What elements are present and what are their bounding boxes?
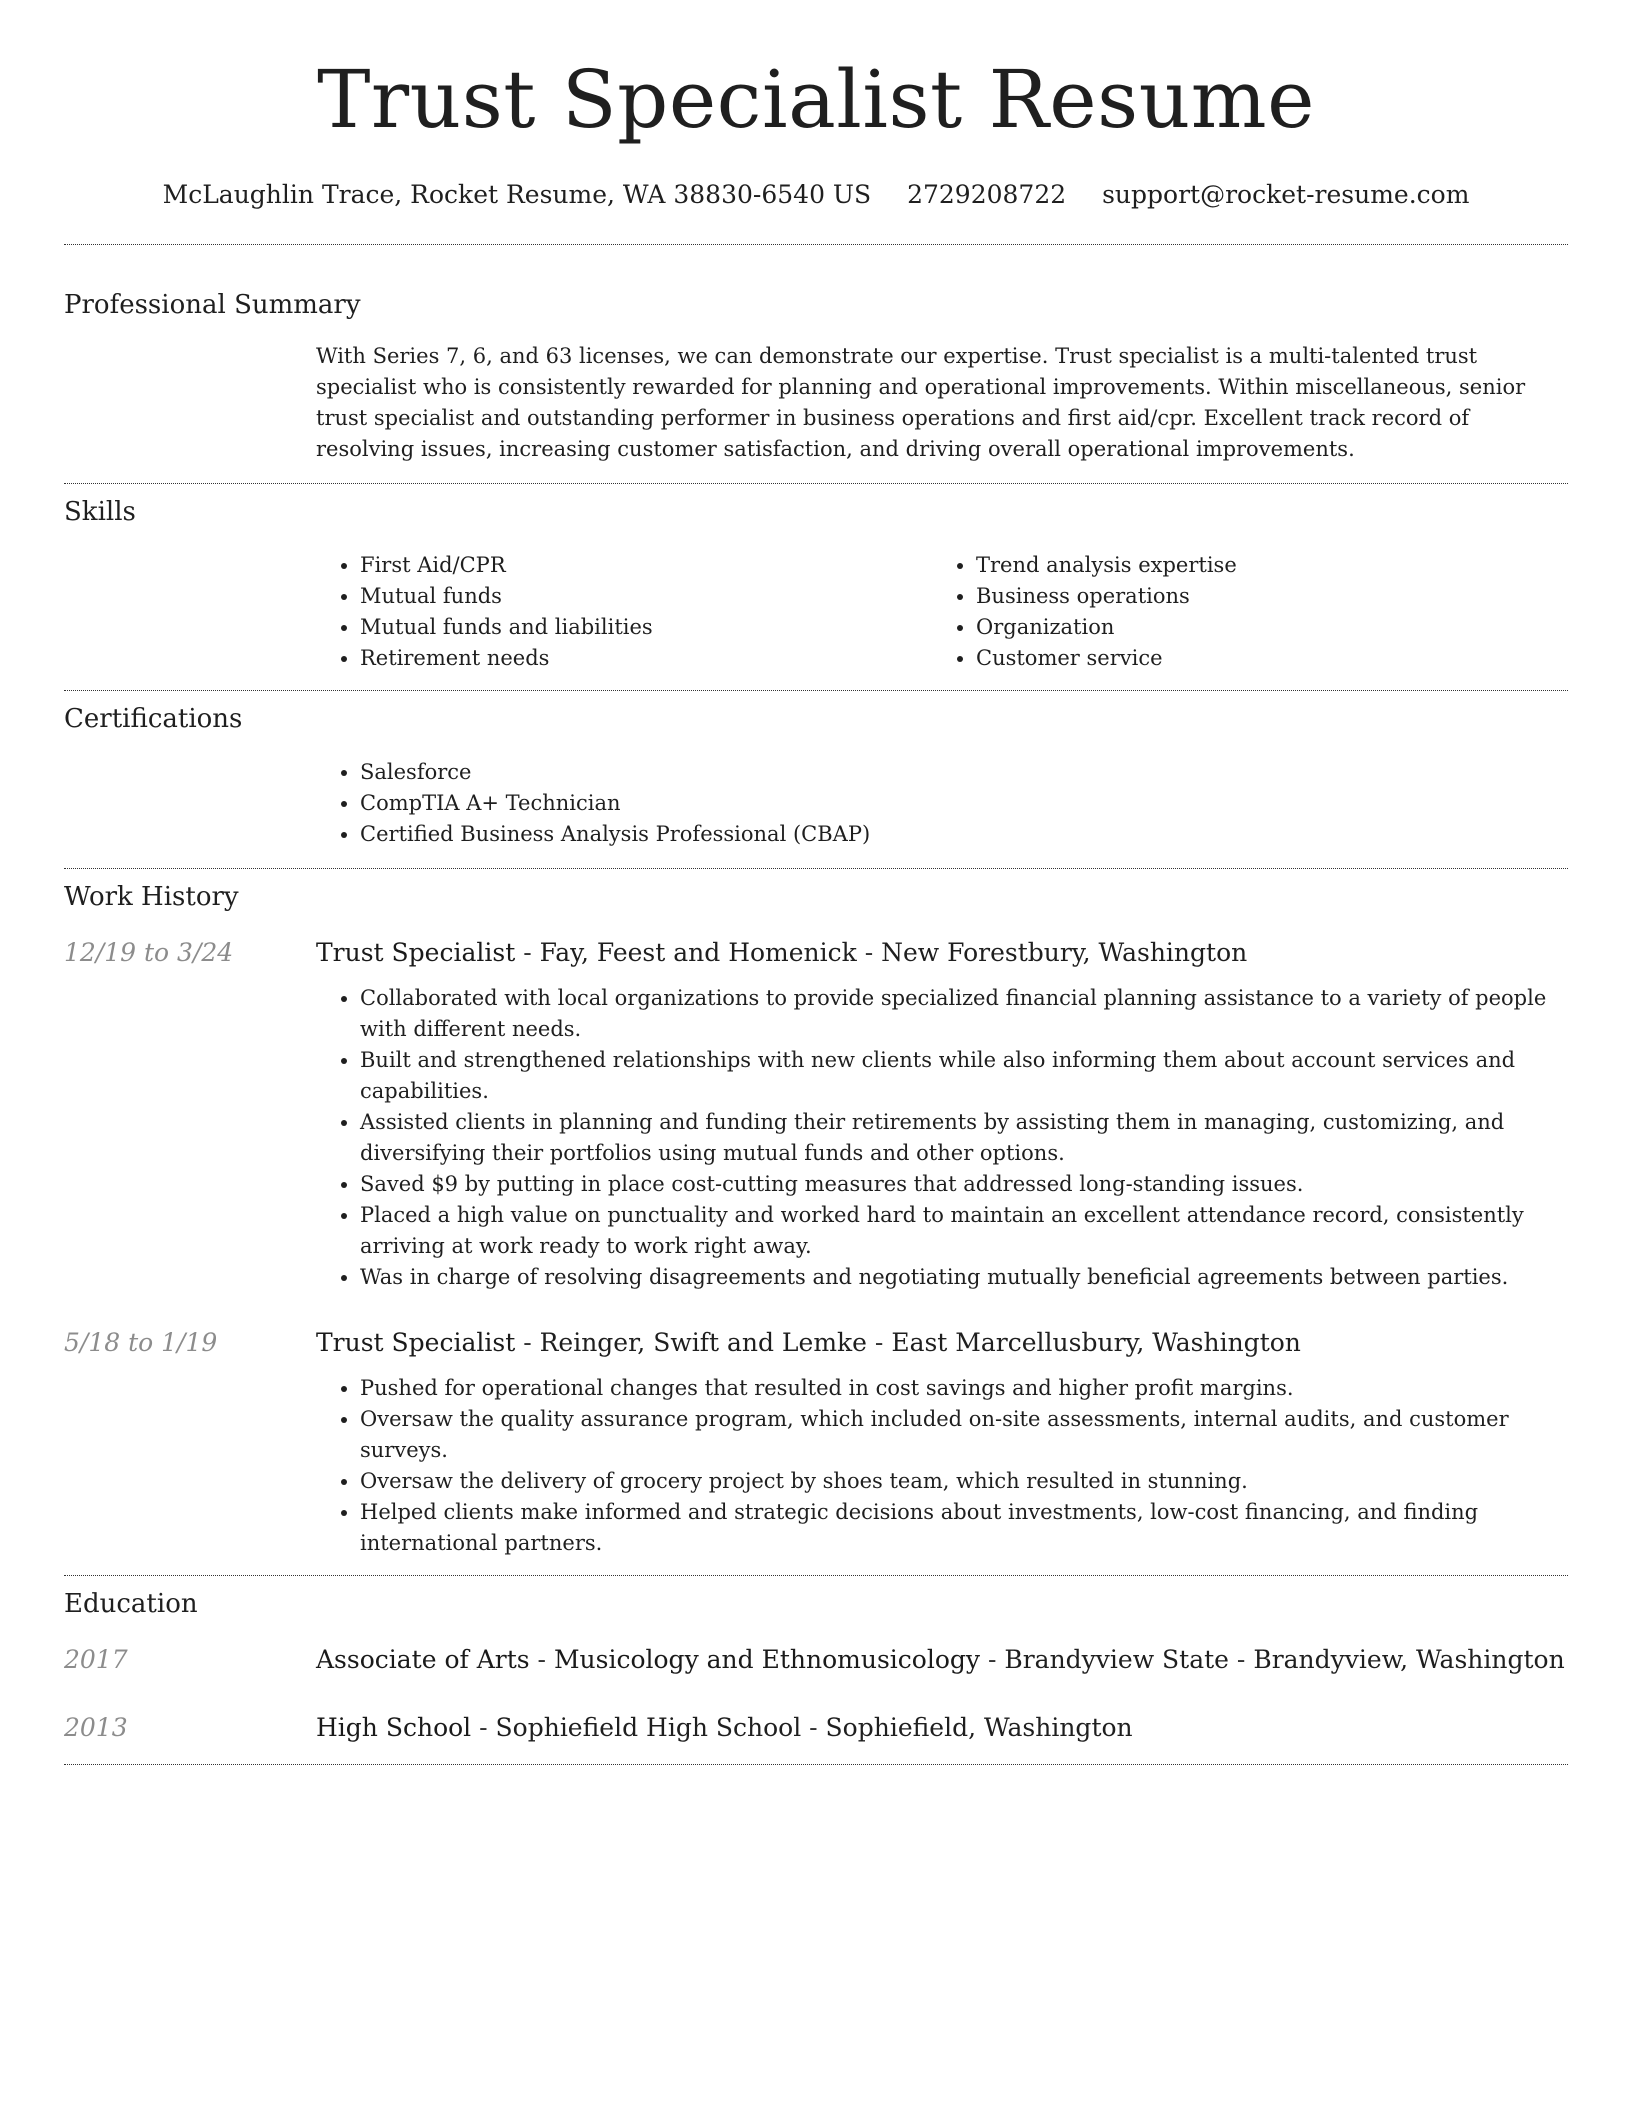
certifications-content (316, 757, 1568, 850)
skills-list-left (316, 550, 932, 674)
skill-item: • Business operations (976, 581, 1568, 612)
job-bullet: • Oversaw the delivery of grocery project by shoes team, which resulted in stunning. (360, 1466, 1568, 1497)
work-history-heading: Work History (64, 882, 239, 912)
certification-item: • Certified Business Analysis Professional (CBAP) (360, 819, 1568, 850)
education-heading-line: High School - Sophiefield High School - Sophiefield, Washington (316, 1713, 1133, 1742)
job-entry (64, 937, 1568, 1293)
contact-info (64, 180, 1568, 210)
education-heading-line: Associate of Arts - Musicology and Ethnomusicology - Brandyview State - Brandyview, Washington (316, 1645, 1565, 1674)
job-body (316, 1327, 1568, 1559)
job-bullet: • Collaborated with local organizations to provide specialized financial planning assistance to a variety of people with different needs. (360, 983, 1568, 1045)
education-location: Sophiefield, Washington (825, 1713, 1133, 1742)
education-school: Brandyview State (1004, 1645, 1229, 1674)
job-bullet: • Saved $9 by putting in place cost-cutting measures that addressed long-standing issues. (360, 1169, 1568, 1200)
job-title: Trust Specialist (316, 1328, 516, 1357)
job-bullet: • Placed a high value on punctuality and worked hard to maintain an excellent attendance record, consistently arriving at work ready to work right away. (360, 1200, 1568, 1262)
certifications-section (64, 691, 1568, 850)
education-year: 2013 (64, 1713, 128, 1742)
skill-item: • Trend analysis expertise (976, 550, 1568, 581)
summary-section (64, 245, 1568, 465)
contact-email: support@rocket-resume.com (1102, 180, 1470, 209)
skills-list-right (932, 550, 1568, 674)
education-location: Brandyview, Washington (1253, 1645, 1565, 1674)
contact-phone: 2729208722 (907, 180, 1067, 209)
job-company: Reinger, Swift and Lemke (539, 1328, 867, 1357)
contact-address: McLaughlin Trace, Rocket Resume, WA 38830-6540 US (162, 180, 872, 209)
job-bullet: • Oversaw the quality assurance program, which included on-site assessments, internal audits, and customer surveys. (360, 1404, 1568, 1466)
resume-title: Trust Specialist Resume (317, 53, 1315, 146)
job-bullet: • Pushed for operational changes that resulted in cost savings and higher profit margins. (360, 1373, 1568, 1404)
summary-text: With Series 7, 6, and 63 licenses, we can demonstrate our expertise. Trust specialist is a multi-talented trust specialist who is consistently rewarded for planning and operational improvements. Within miscellaneous, senior trust specialist and outstanding performer in business operations and first aid/cpr. Excellent track record of resolving issues, increasing customer satisfaction, and driving overall operational improvements. (316, 344, 1526, 461)
certifications-list (316, 757, 1568, 850)
job-title: Trust Specialist (316, 938, 516, 967)
skill-item: • Mutual funds (360, 581, 932, 612)
education-degree: Associate of Arts (316, 1645, 530, 1674)
job-entry (64, 1327, 1568, 1559)
skills-grid (316, 550, 1568, 674)
education-field: Musicology and Ethnomusicology (553, 1645, 980, 1674)
job-location: New Forestbury, Washington (881, 938, 1248, 967)
job-bullet: • Assisted clients in planning and funding their retirements by assisting them in managing, customizing, and diversifying their portfolios using mutual funds and other options. (360, 1107, 1568, 1169)
job-body (316, 937, 1568, 1293)
education-year: 2017 (64, 1645, 128, 1674)
skill-item: • Organization (976, 612, 1568, 643)
job-heading: Trust Specialist - Fay, Feest and Homenick - New Forestbury, Washington (316, 938, 1248, 967)
section-divider (64, 1764, 1568, 1765)
education-heading: Education (64, 1589, 198, 1619)
job-company: Fay, Feest and Homenick (539, 938, 857, 967)
education-body (316, 1712, 1568, 1744)
skill-item: • First Aid/CPR (360, 550, 932, 581)
skill-item: • Mutual funds and liabilities (360, 612, 932, 643)
job-heading: Trust Specialist - Reinger, Swift and Lemke - East Marcellusbury, Washington (316, 1328, 1301, 1357)
certification-item: • CompTIA A+ Technician (360, 788, 1568, 819)
skills-heading: Skills (64, 497, 136, 527)
education-school: Sophiefield High School (495, 1713, 802, 1742)
skill-item: • Customer service (976, 643, 1568, 674)
certifications-heading: Certifications (64, 704, 243, 734)
skills-section (64, 484, 1568, 674)
certification-item: • Salesforce (360, 757, 1568, 788)
education-entry (64, 1644, 1568, 1676)
job-bullet: • Built and strengthened relationships with new clients while also informing them about account services and capabilities. (360, 1045, 1568, 1107)
job-bullets (316, 983, 1568, 1293)
summary-content (316, 341, 1568, 465)
work-history-section (64, 869, 1568, 1559)
job-bullet: • Helped clients make informed and strategic decisions about investments, low-cost financing, and finding international partners. (360, 1497, 1568, 1559)
job-bullet: • Was in charge of resolving disagreements and negotiating mutually beneficial agreements between parties. (360, 1262, 1568, 1293)
education-entry (64, 1712, 1568, 1744)
job-bullets (316, 1373, 1568, 1559)
summary-heading: Professional Summary (64, 290, 361, 320)
education-degree: High School (316, 1713, 472, 1742)
job-location: East Marcellusbury, Washington (891, 1328, 1301, 1357)
job-dates: 5/18 to 1/19 (64, 1328, 218, 1357)
job-dates: 12/19 to 3/24 (64, 938, 234, 967)
education-body (316, 1644, 1568, 1676)
skill-item: • Retirement needs (360, 643, 932, 674)
education-section (64, 1576, 1568, 1744)
